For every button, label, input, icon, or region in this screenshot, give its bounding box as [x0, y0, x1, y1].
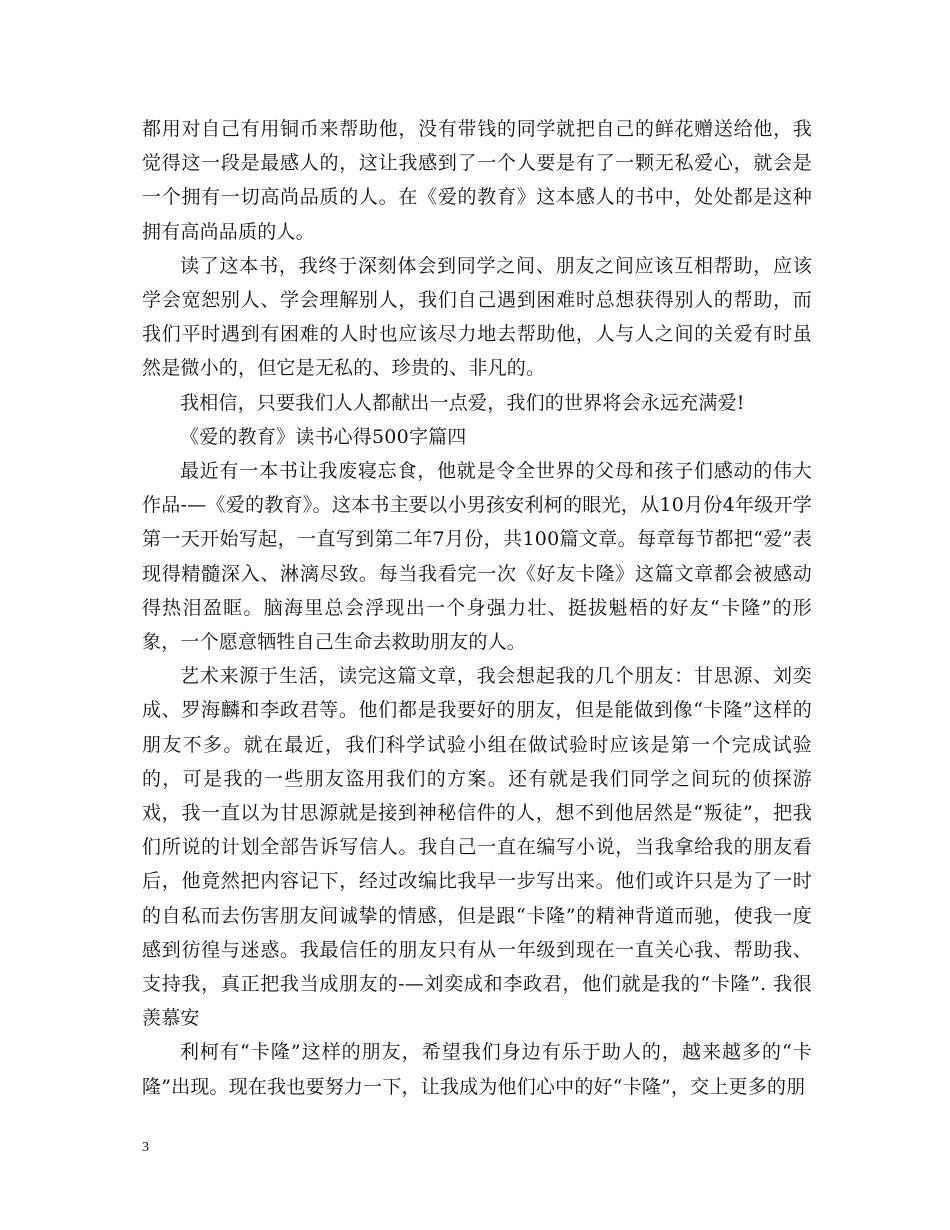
paragraph: 我相信，只要我们人人都献出一点爱，我们的世界将会永远充满爱!: [180, 391, 745, 414]
document-body: [142, 112, 812, 1104]
paragraph: 读了这本书，我终于深刻体会到同学之间、朋友之间应该互相帮助，应该学会宽恕别人、学会理解别人，我们自己遇到困难时总想获得别人的帮助，而我们平时遇到有困难的人时也应该尽力地去帮助他，人与人之间的关爱有时虽然是微小的，但它是无私的、珍贵的、非凡的。: [142, 254, 812, 380]
paragraph: 利柯有“卡隆”这样的朋友，希望我们身边有乐于助人的，越来越多的“卡隆”出现。现在我也要努力一下，让我成为他们心中的好“卡隆”，交上更多的朋: [142, 1041, 812, 1098]
page-number: 3: [142, 1140, 149, 1155]
paragraph: 都用对自己有用铜币来帮助他，没有带钱的同学就把自己的鲜花赠送给他，我觉得这一段是最感人的，这让我感到了一个人要是有了一颗无私爱心，就会是一个拥有一切高尚品质的人。在《爱的教育》这本感人的书中，处处都是这种拥有高尚品质的人。: [142, 118, 812, 243]
paragraph: 艺术来源于生活，读完这篇文章，我会想起我的几个朋友：甘思源、刘奕成、罗海麟和李政君等。他们都是我要好的朋友，但是能做到像“卡隆”这样的朋友不多。就在最近，我们科学试验小组在做试验时应该是第一个完成试验的，可是我的一些朋友盗用我们的方案。还有就是我们同学之间玩的侦探游戏，我一直以为甘思源就是接到神秘信件的人，想不到他居然是“叛徒”，把我们所说的计划全部告诉写信人。我自己一直在编写小说，当我拿给我的朋友看后，他竟然把内容记下，经过改编比我早一步写出来。他们或许只是为了一时的自私而去伤害朋友间诚挚的情感，但是跟“卡隆”的精神背道而驰，使我一度感到彷徨与迷惑。我最信任的朋友只有从一年级到现在一直关心我、帮助我、支持我，真正把我当成朋友的-—刘奕成和李政君，他们就是我的“卡隆”. 我很羡慕安: [142, 665, 812, 1030]
section-heading: 《爱的教育》读书心得500字篇四: [180, 425, 467, 448]
paragraph: 最近有一本书让我废寝忘食，他就是令全世界的父母和孩子们感动的伟大作品-—《爱的教育》。这本书主要以小男孩安利柯的眼光，从10月份4年级开学第一天开始写起，一直写到第二年7月份，共100篇文章。每章每节都把“爱”表现得精髓深入、淋漓尽致。每当我看完一次《好友卡隆》这篇文章都会被感动得热泪盈眶。脑海里总会浮现出一个身强力壮、挺拔魁梧的好友“卡隆”的形象，一个愿意牺牲自己生命去救助朋友的人。: [142, 460, 812, 654]
